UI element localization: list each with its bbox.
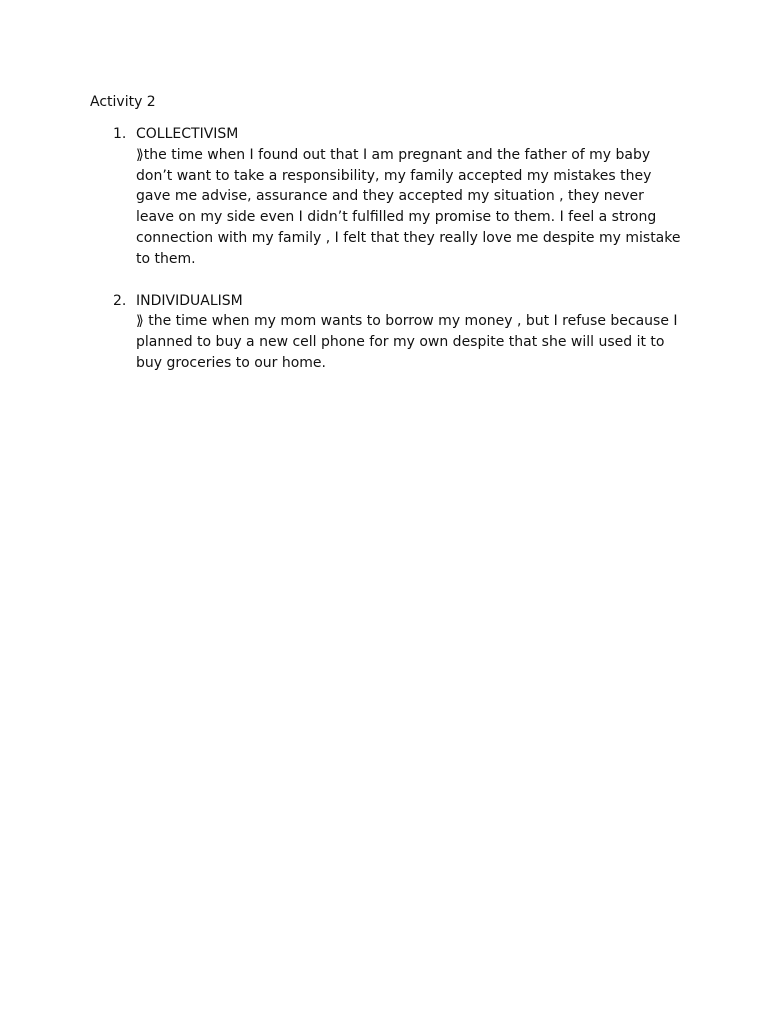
list-item-heading: INDIVIDUALISM xyxy=(136,292,243,309)
document-title: Activity 2 xyxy=(90,94,156,110)
list-item-number: 2. xyxy=(113,292,127,309)
list-item-body: ⟫ the time when my mom wants to borrow my money , but I refuse because I planned to buy a new cell phone for my own despite that she will used it to buy groceries to our home. xyxy=(136,313,678,371)
activity-list xyxy=(90,124,690,395)
list-item-collectivism xyxy=(90,124,690,270)
list-item-individualism xyxy=(90,291,690,374)
list-item-heading: COLLECTIVISM xyxy=(136,126,239,142)
list-item-body: ⟫the time when I found out that I am pregnant and the father of my baby don’t want to take a responsibility, my family accepted my mistakes they gave me advise, assurance and they accepted my situation , they never leave on my side even I didn’t fulfilled my promise to them. I feel a strong connection with my family , I felt that they really love me despite my mistake to them. xyxy=(136,146,681,267)
list-item-number: 1. xyxy=(113,126,127,142)
